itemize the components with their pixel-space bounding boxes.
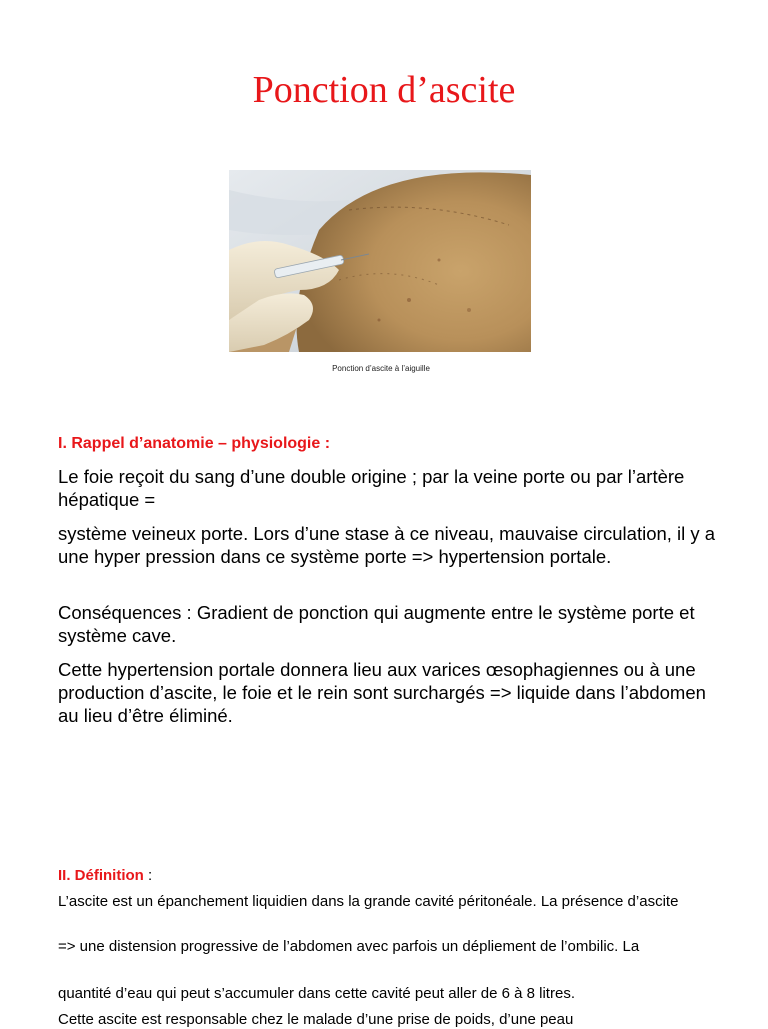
section-heading-anatomy-text: I. Rappel d’anatomie – physiologie : <box>58 435 331 452</box>
page-title: Ponction d’ascite <box>252 69 516 111</box>
section-heading-definition-colon: : <box>143 867 153 884</box>
procedure-photo <box>229 170 531 352</box>
section-heading-definition <box>58 866 152 886</box>
paragraph-anatomy-4: Cette hypertension portale donnera lieu aux varices œsophagiennes ou à une production d’ascite, le foie et le rein sont surchargés => liquide dans l’abdomen au lieu d’être éliminé. <box>58 659 706 726</box>
paragraph-definition-2: => une distension progressive de l’abdomen avec parfois un dépliement de l’ombilic. La <box>58 938 640 955</box>
section-heading-definition-text: II. Définition <box>58 867 144 884</box>
paragraph-anatomy-1: Le foie reçoit du sang d’une double origine ; par la veine porte ou par l’artère hépatique = <box>58 466 685 510</box>
procedure-photo-illustration <box>229 170 531 352</box>
photo-caption: Ponction d’ascite à l’aiguille <box>332 364 430 373</box>
paragraph-anatomy-3: Conséquences : Gradient de ponction qui augmente entre le système porte et système cave. <box>58 602 695 646</box>
paragraph-definition-4: Cette ascite est responsable chez le malade d’une prise de poids, d’une peau <box>58 1011 574 1028</box>
paragraph-definition-3: quantité d’eau qui peut s’accumuler dans cette cavité peut aller de 6 à 8 litres. <box>58 985 575 1002</box>
section-heading-anatomy <box>58 434 330 454</box>
paragraph-definition-1: L’ascite est un épanchement liquidien dans la grande cavité péritonéale. La présence d’ascite <box>58 893 679 910</box>
paragraph-anatomy-2: système veineux porte. Lors d’une stase à ce niveau, mauvaise circulation, il y a une hyper pression dans ce système porte => hypertension portale. <box>58 523 716 567</box>
